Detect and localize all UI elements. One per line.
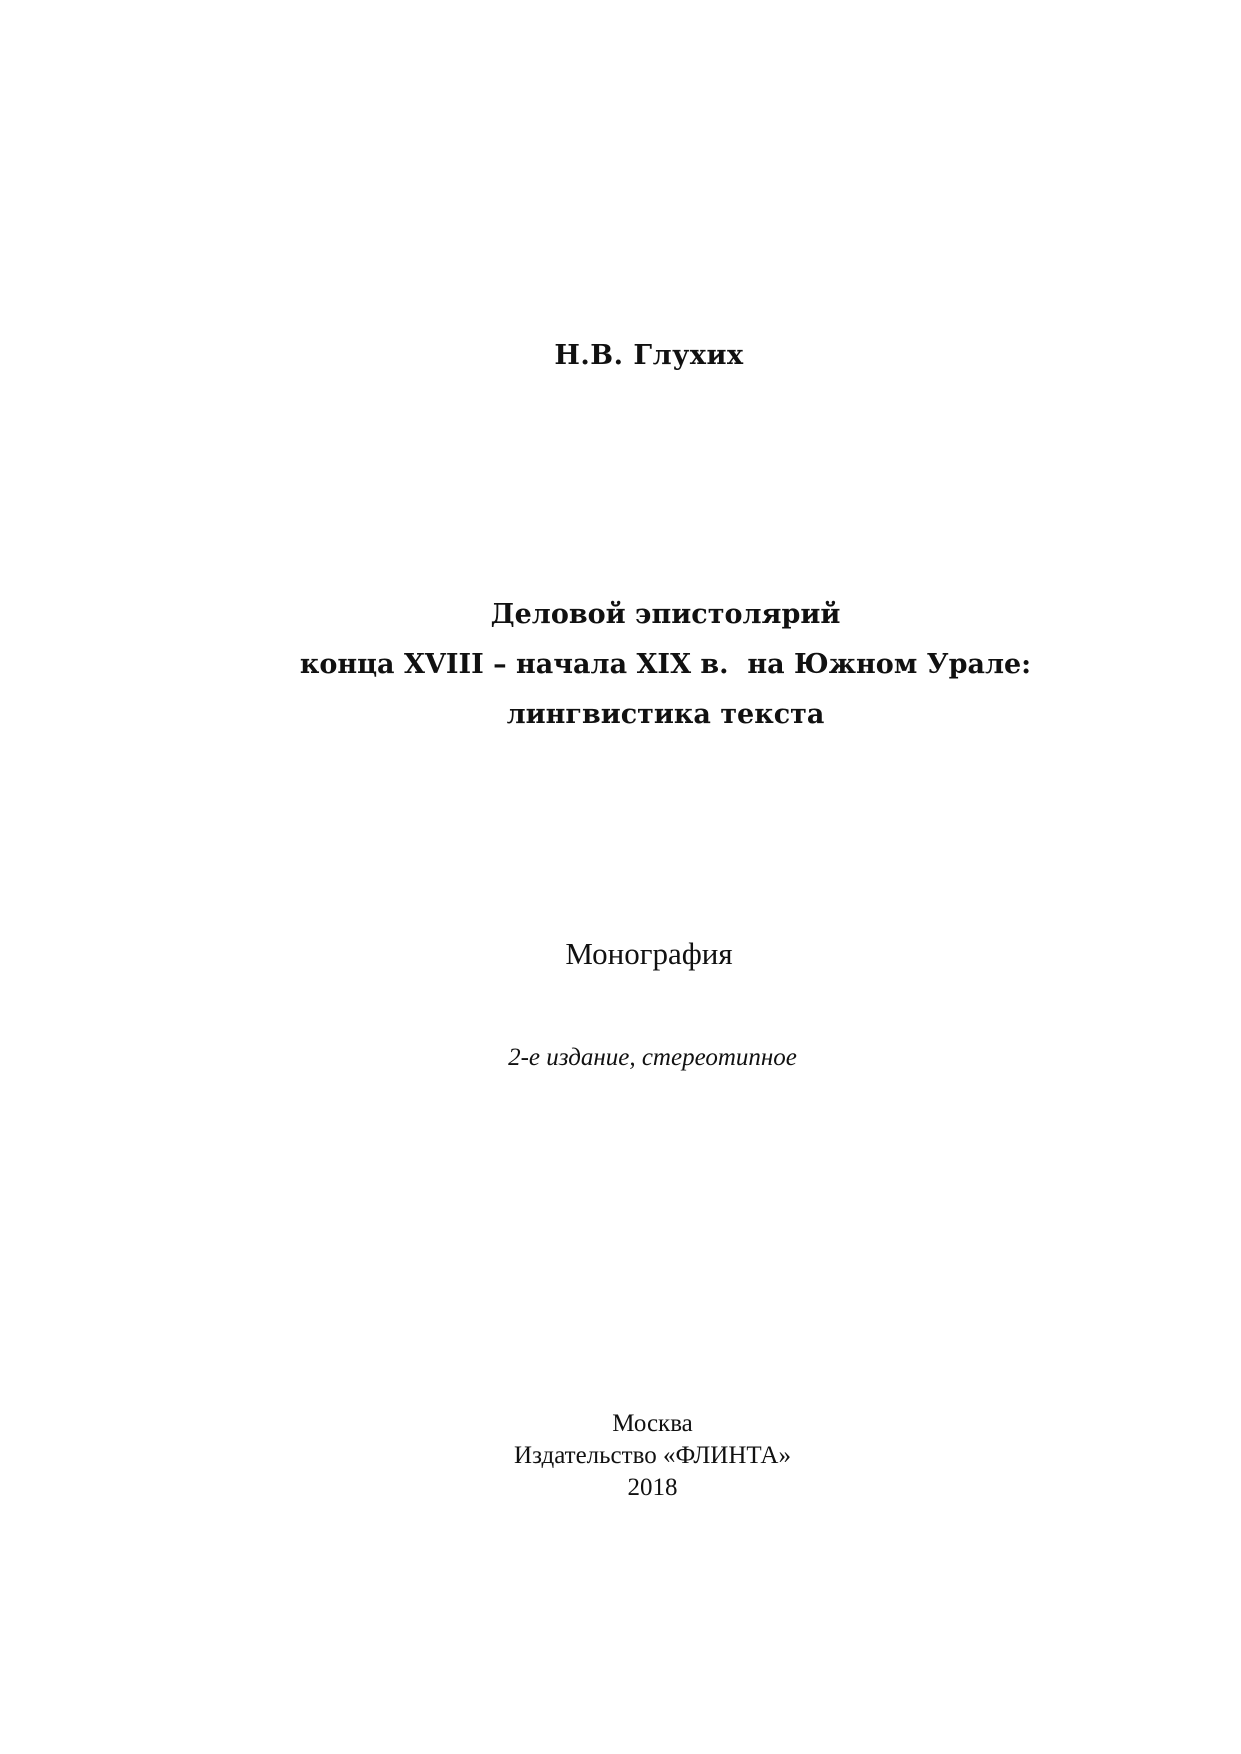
edition-note: 2-е издание, стереотипное xyxy=(508,1044,797,1071)
author-name: Н.В. Глухих xyxy=(554,340,744,371)
book-title xyxy=(0,590,1241,740)
title-line-3: лингвистика текста xyxy=(506,699,825,730)
imprint-year: 2018 xyxy=(627,1474,678,1501)
title-line-1: Деловой эпистолярий xyxy=(490,599,841,630)
imprint-city: Москва xyxy=(612,1410,693,1437)
imprint xyxy=(0,1408,1241,1504)
title-line-2: конца XVIII – начала XIX в. на Южном Урале: xyxy=(299,649,1032,680)
genre-label: Монография xyxy=(565,936,733,971)
imprint-publisher: Издательство «ФЛИНТА» xyxy=(514,1442,791,1469)
